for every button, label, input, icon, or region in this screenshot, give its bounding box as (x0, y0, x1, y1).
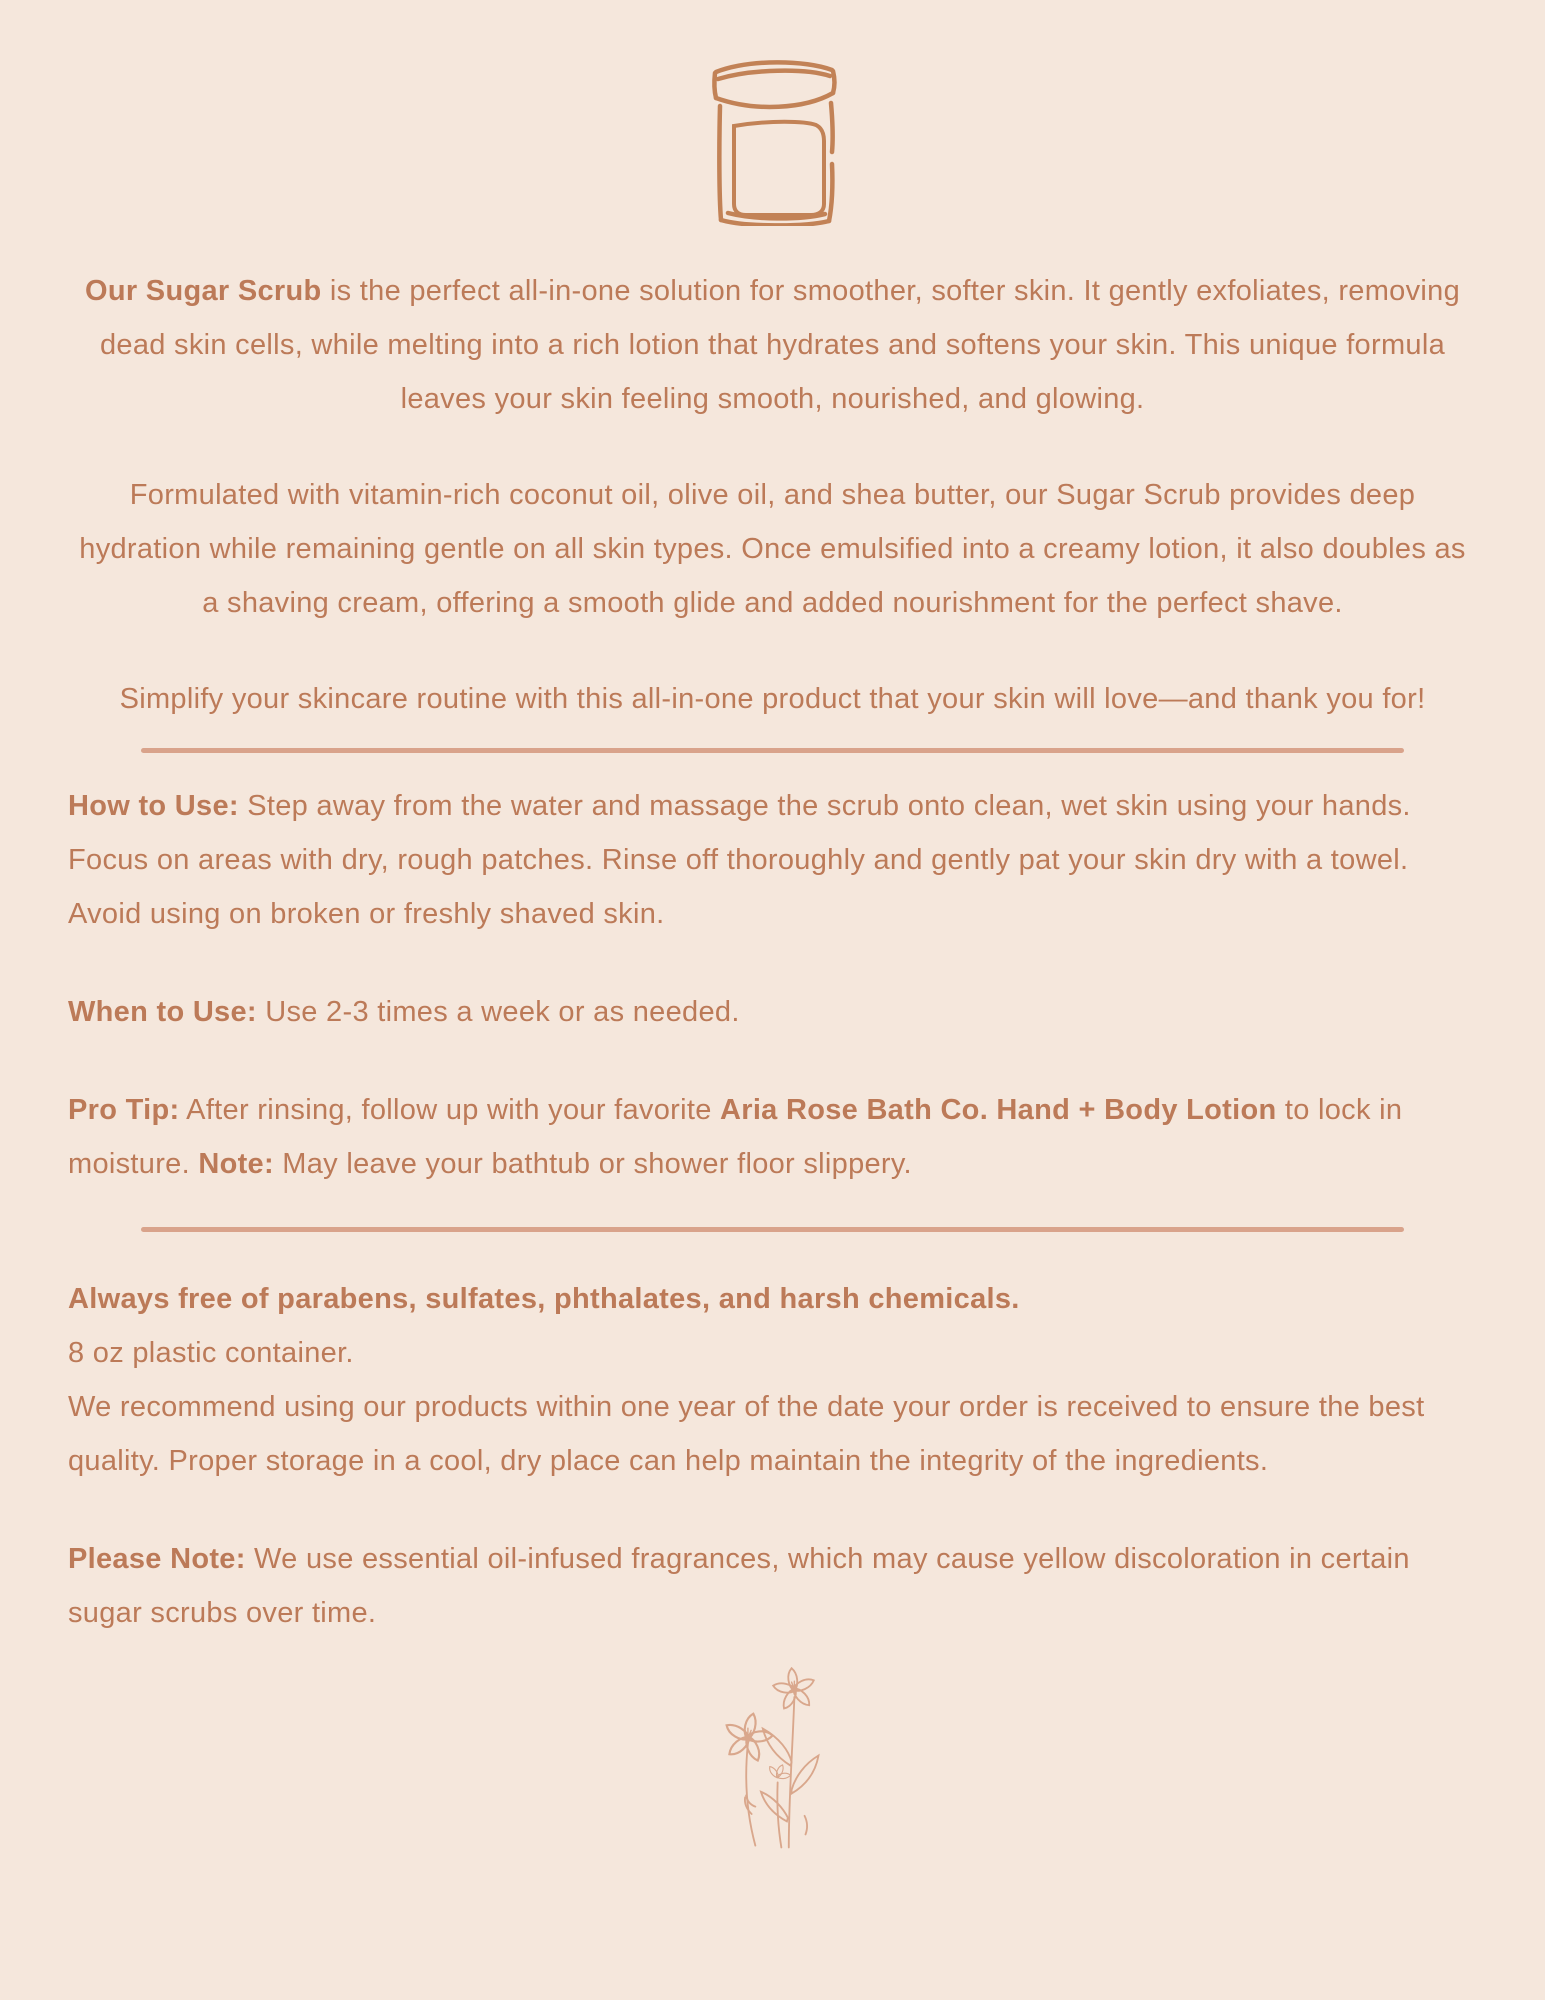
free-of-line: Always free of parabens, sulfates, phthalates, and harsh chemicals. (68, 1283, 1020, 1315)
wildflower-icon (703, 1658, 843, 1853)
how-to-use-paragraph (68, 779, 1477, 941)
usage-section (0, 779, 1545, 1191)
when-to-use-label: When to Use: (68, 996, 257, 1028)
pro-tip-text-1: After rinsing, follow up with your favorite (179, 1094, 720, 1126)
product-details-block (68, 1272, 1477, 1488)
pro-tip-text-2: to lock in moisture. (68, 1094, 1403, 1180)
please-note-text: We use essential oil-infused fragrances, which may cause yellow discoloration in certain sugar scrubs over time. (68, 1543, 1410, 1629)
header-icon-area (0, 0, 1545, 244)
intro-paragraph-routine: Simplify your skincare routine with this all-in-one product that your skin will love—and thank you for! (119, 683, 1426, 715)
please-note-paragraph (68, 1532, 1477, 1640)
how-to-use-label: How to Use: (68, 790, 239, 822)
jar-icon (690, 46, 855, 226)
details-section (0, 1272, 1545, 1640)
pro-tip-text-3: May leave your bathtub or shower floor slippery. (273, 1148, 912, 1180)
intro-paragraph-ingredients: Formulated with vitamin-rich coconut oil, olive oil, and shea butter, our Sugar Scrub provides deep hydration while remaining gentle on all skin types. Once emulsified into a creamy lotion, it also doubles as a shaving cream, offering a smooth glide and added nourishment for the perfect shave. (79, 479, 1466, 619)
section-divider-top (141, 748, 1404, 753)
pro-tip-product-name: Aria Rose Bath Co. Hand + Body Lotion (720, 1094, 1277, 1126)
how-to-use-text: Step away from the water and massage the scrub onto clean, wet skin using your hands. Focus on areas with dry, rough patches. Rinse off thoroughly and gently pat your skin dry with a towel. Avoid using on broken or freshly shaved skin. (68, 790, 1411, 930)
pro-tip-note-label: Note: (198, 1148, 274, 1180)
footer-icon-area (0, 1658, 1545, 1871)
intro-section (0, 264, 1545, 726)
pro-tip-label: Pro Tip: (68, 1094, 180, 1126)
container-size-line: 8 oz plastic container. (68, 1337, 354, 1369)
section-divider-bottom (141, 1227, 1404, 1232)
please-note-label: Please Note: (68, 1543, 246, 1575)
intro-paragraph-benefits-text: is the perfect all-in-one solution for smoother, softer skin. It gently exfoliates, removing dead skin cells, while melting into a rich lotion that hydrates and softens your skin. This unique formula leaves your skin feeling smooth, nourished, and glowing. (99, 275, 1461, 415)
product-name-bold: Our Sugar Scrub (84, 275, 322, 307)
when-to-use-paragraph (68, 985, 1477, 1039)
intro-paragraph-benefits (73, 264, 1473, 426)
when-to-use-text: Use 2-3 times a week or as needed. (256, 996, 740, 1028)
recommendation-line: We recommend using our products within one year of the date your order is received to ensure the best quality. Proper storage in a cool, dry place can help maintain the integrity of the ingredients. (68, 1391, 1425, 1477)
pro-tip-paragraph (68, 1083, 1477, 1191)
